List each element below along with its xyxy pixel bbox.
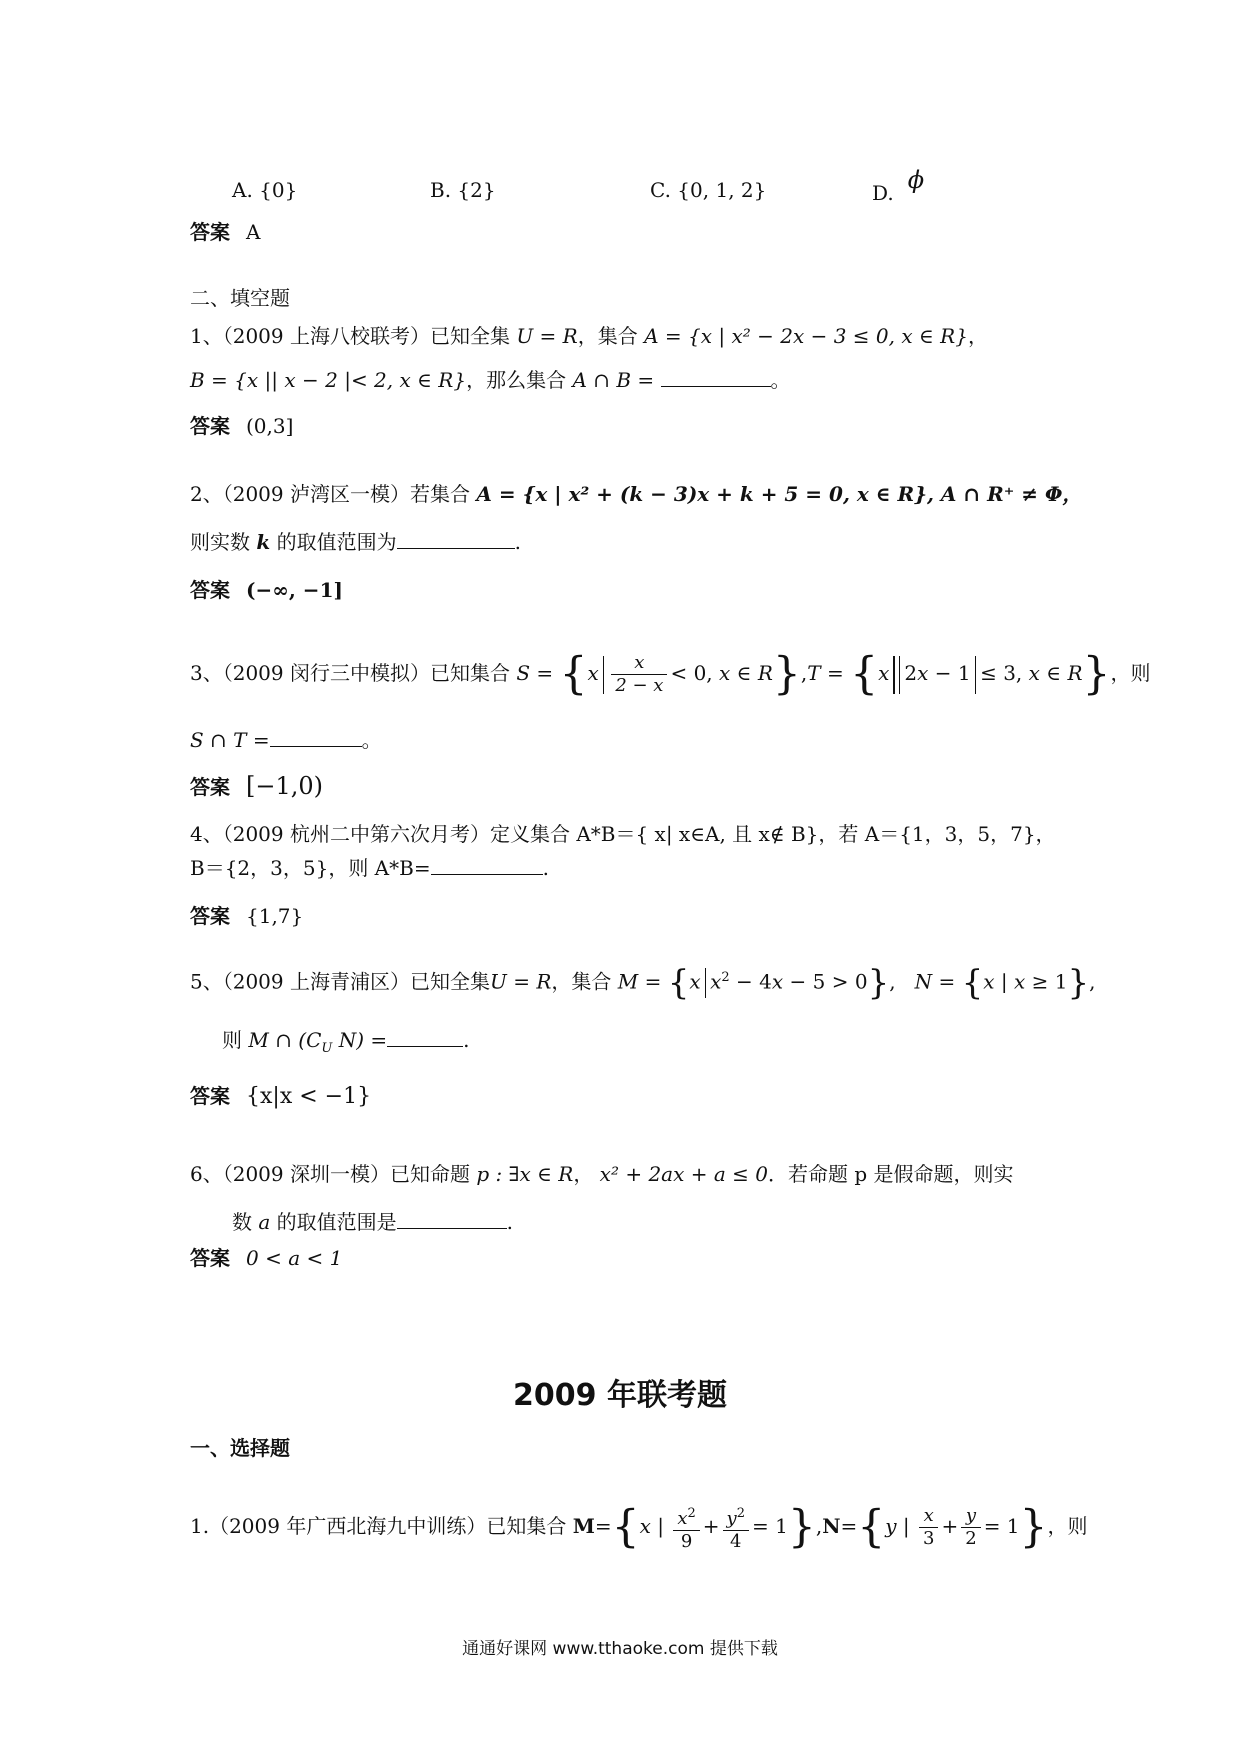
section-fill-blank: 二、填空题: [190, 286, 290, 310]
section-title: 2009 年联考题: [513, 1378, 727, 1413]
q2-line2: 则实数 k 的取值范围为 .: [190, 530, 521, 554]
subsection-choice: 一、选择题: [190, 1436, 290, 1460]
option-d: D. ϕ: [872, 166, 925, 205]
q6-line2: 数 a 的取值范围是 .: [232, 1210, 514, 1234]
q4-line1: 4、（2009 杭州二中第六次月考）定义集合 A*B＝{ x| x∈A, 且 x∉ B}，若 A＝{1，3，5，7}，: [190, 822, 1056, 846]
q3-line2: S ∩ T = 。: [190, 728, 382, 752]
q5-line2: 则 M ∩ ($C_U$ N) = .: [222, 1028, 470, 1056]
option-b: B. {2}: [430, 178, 496, 202]
option-c: C. {0, 1, 2}: [650, 178, 767, 202]
q2-answer: 答案 (−∞, −1]: [190, 578, 343, 602]
page-footer: 通通好课网 www.tthaoke.com 提供下载: [462, 1639, 778, 1659]
q4-blank: [431, 856, 543, 875]
q4-line2: B＝{2，3，5}，则 A*B= .: [190, 856, 549, 880]
q6-line1: 6、（2009 深圳一模）已知命题 p : ∃x ∈ R， x² + 2ax + a ≤ 0．若命题 p 是假命题，则实: [190, 1162, 1014, 1186]
option-a: A. {0}: [232, 178, 298, 202]
q6-answer: 答案 0 < a < 1: [190, 1246, 343, 1270]
q3-answer: 答案 [−1,0): [190, 772, 324, 800]
q3-blank: [270, 728, 362, 747]
q2-blank: [397, 530, 515, 549]
q5-blank: [387, 1028, 463, 1047]
q3-line1: 3、（2009 闵行三中模拟）已知集合 S = {x $\frac{x}{2 - x}$ < 0, x ∈ R},T = {x 2x − 1 ≤ 3, x ∈ R}，则: [190, 648, 1151, 700]
q1-line2: B = {x || x − 2 |< 2, x ∈ R}，那么集合 A ∩ B = 。: [190, 368, 791, 392]
prev-answer: 答案 A: [190, 220, 261, 244]
prev-question-options: [0, 166, 1240, 218]
q1-blank: [661, 368, 771, 387]
q5-line1: 5、（2009 上海青浦区）已知全集U = R，集合 M = {x $x^2 - 4x - 5 > 0$}, N = {x | x ≥ 1},: [190, 963, 1096, 1004]
q1-line1: 1、（2009 上海八校联考）已知全集 U = R，集合 A = {x | x² − 2x − 3 ≤ 0, x ∈ R}，: [190, 324, 988, 348]
next-q1: 1.（2009 年广西北海九中训练）已知集合 M={x | $\frac{x^2}{9}$ + $\frac{y^2}{4}$ = 1},N={y | $\frac{x}{3}$ + $\frac{y}{2}$ = 1}，则: [190, 1501, 1088, 1553]
q2-line1: 2、（2009 泸湾区一模）若集合 A = {x | x² + (k − 3)x + k + 5 = 0, x ∈ R}, A ∩ R⁺ ≠ Φ，: [190, 482, 1083, 506]
q1-answer: 答案 (0,3]: [190, 414, 294, 438]
q6-blank: [397, 1210, 507, 1229]
q4-answer: 答案 {1,7}: [190, 904, 304, 928]
q5-answer: 答案 {x|x < −1}: [190, 1084, 372, 1109]
